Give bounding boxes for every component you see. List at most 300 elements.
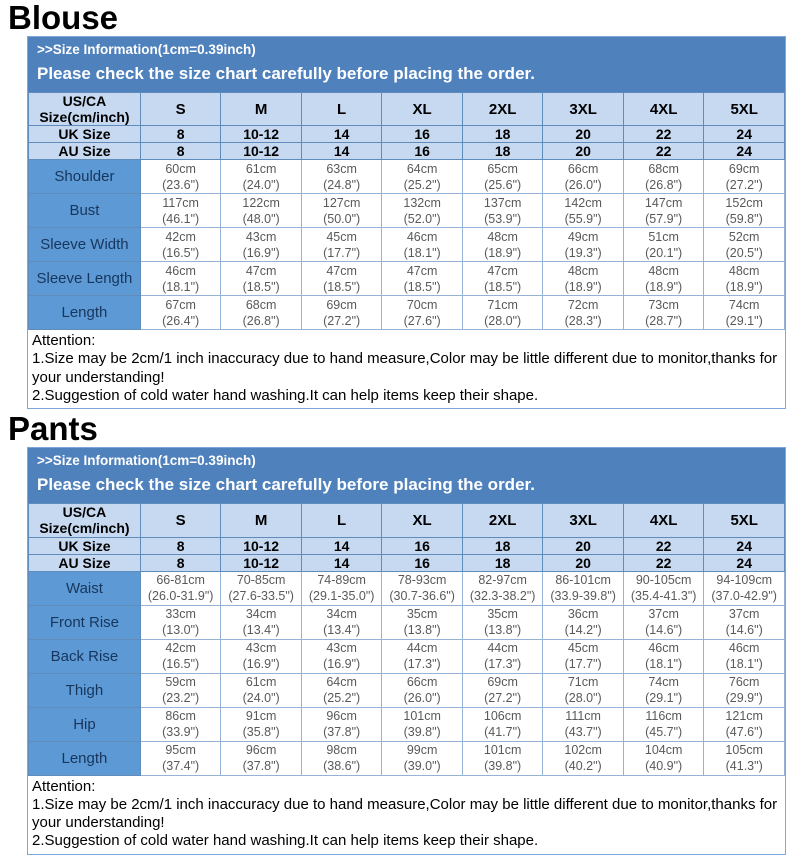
value-inch: (25.6") [484,177,522,192]
value-inch: (14.2") [564,623,602,638]
value-cm: 46cm [165,263,196,278]
attention-note [28,776,785,854]
value-cm: 86-101cm [555,573,611,588]
value-cm: 48cm [648,263,679,278]
measurement-value [623,228,704,262]
value-cm: 142cm [564,195,602,210]
measurement-value [462,571,543,605]
region-size-value: 22 [623,537,704,554]
value-inch: (27.2") [323,313,361,328]
measurement-value [543,741,624,775]
value-inch: (18.1") [725,657,763,672]
region-size-value: 18 [462,554,543,571]
measurement-label: Waist [29,571,141,605]
region-size-value: 20 [543,537,624,554]
value-cm: 45cm [326,229,357,244]
measurement-row [29,296,785,330]
value-cm: 59cm [165,675,196,690]
value-inch: (53.9") [484,211,522,226]
region-size-row [29,554,785,571]
value-cm: 71cm [567,675,599,690]
value-cm: 46cm [406,229,438,244]
value-cm: 46cm [728,641,760,656]
value-cm: 147cm [644,195,683,210]
region-size-value: 24 [704,537,785,554]
value-inch: (14.6") [725,623,763,638]
value-inch: (35.4-41.3") [630,589,697,604]
value-inch: (39.0") [403,759,441,774]
measurement-value [543,296,624,330]
measurement-value [301,707,382,741]
value-inch: (27.6") [403,313,441,328]
measurement-value [301,639,382,673]
measurement-value [140,228,221,262]
value-inch: (13.8") [484,623,522,638]
value-cm: 47cm [326,263,357,278]
size-header-row [29,93,785,126]
value-inch: (28.0") [484,313,522,328]
size-column-header: 4XL [623,504,704,537]
measurement-value [140,741,221,775]
measurement-value [301,262,382,296]
value-cm: 47cm [487,263,518,278]
measurement-label: Length [29,741,141,775]
value-cm: 69cm [326,297,357,312]
value-inch: (28.3") [564,313,602,328]
value-cm: 71cm [487,297,518,312]
size-column-header: 3XL [543,93,624,126]
size-check-notice: Please check the size chart carefully before placing the order. [37,475,535,495]
value-cm: 44cm [406,641,438,656]
value-inch: (43.7") [564,725,602,740]
size-column-header: L [301,93,382,126]
value-cm: 95cm [165,743,196,758]
value-inch: (23.2") [162,691,200,706]
blouse-size-chart [27,36,786,409]
measurement-value [221,707,302,741]
value-cm: 74cm [648,675,679,690]
value-cm: 72cm [567,297,599,312]
value-cm: 70cm [406,297,438,312]
value-cm: 37cm [648,607,679,622]
measurement-value [462,296,543,330]
value-cm: 132cm [403,195,441,210]
size-column-header: 3XL [543,504,624,537]
region-size-row [29,143,785,160]
value-cm: 48cm [487,229,518,244]
value-cm: 94-109cm [716,573,772,588]
region-size-value: 18 [462,143,543,160]
measurement-value [623,639,704,673]
measurement-value [543,707,624,741]
value-cm: 64cm [326,675,357,690]
size-table-0 [28,92,785,330]
value-cm: 122cm [242,195,280,210]
value-cm: 104cm [644,743,683,758]
measurement-value [543,673,624,707]
measurement-label: Hip [29,707,141,741]
value-cm: 43cm [326,641,357,656]
value-inch: (18.1") [645,657,683,672]
value-inch: (28.7") [645,313,683,328]
value-inch: (50.0") [323,211,361,226]
size-table-1 [28,503,785,775]
region-size-value: 8 [140,537,221,554]
value-inch: (19.3") [564,245,602,260]
value-cm: 47cm [406,263,438,278]
value-inch: (33.9") [162,725,200,740]
region-size-value: 20 [543,554,624,571]
region-size-value: 20 [543,126,624,143]
measurement-value [623,571,704,605]
measurement-value [301,228,382,262]
measurement-value [543,262,624,296]
measurement-value [462,228,543,262]
corner-header-line: Size(cm/inch) [39,109,130,126]
measurement-value [221,605,302,639]
measurement-value [301,741,382,775]
value-inch: (59.8") [725,211,763,226]
measurement-value [301,194,382,228]
measurement-label: Sleeve Length [29,262,141,296]
attention-note [28,330,785,408]
value-inch: (18.9") [484,245,522,260]
pants-section [0,412,800,854]
region-size-value: 22 [623,126,704,143]
value-cm: 43cm [245,641,277,656]
value-inch: (40.2") [564,759,602,774]
region-size-label: AU Size [29,554,141,571]
value-cm: 74-89cm [317,573,366,588]
value-cm: 51cm [648,229,679,244]
value-inch: (47.6") [725,725,763,740]
measurement-value [704,673,785,707]
value-inch: (26.8") [645,177,683,192]
value-cm: 86cm [165,709,196,724]
region-size-value: 8 [140,143,221,160]
region-size-value: 16 [382,143,463,160]
measurement-value [704,228,785,262]
value-inch: (16.9") [323,657,361,672]
value-inch: (41.7") [484,725,522,740]
value-cm: 48cm [728,263,760,278]
region-size-label: UK Size [29,537,141,554]
measurement-value [382,605,463,639]
value-inch: (29.1-35.0") [308,589,375,604]
value-cm: 116cm [645,709,682,724]
value-cm: 152cm [725,195,763,210]
value-cm: 65cm [487,161,518,176]
value-cm: 106cm [483,709,522,724]
value-cm: 48cm [567,263,599,278]
measurement-row [29,639,785,673]
measurement-value [623,160,704,194]
region-size-value: 22 [623,143,704,160]
value-inch: (26.8") [242,313,280,328]
value-cm: 43cm [245,229,277,244]
value-inch: (37.4") [162,759,200,774]
region-size-value: 18 [462,537,543,554]
value-inch: (18.1") [162,279,200,294]
region-size-row [29,126,785,143]
measurement-label: Bust [29,194,141,228]
value-cm: 96cm [326,709,357,724]
region-size-label: AU Size [29,143,141,160]
value-inch: (18.5") [403,279,441,294]
value-cm: 91cm [245,709,277,724]
measurement-value [543,194,624,228]
value-inch: (16.9") [242,657,280,672]
measurement-value [382,228,463,262]
measurement-value [140,262,221,296]
measurement-value [140,605,221,639]
value-inch: (17.3") [484,657,522,672]
measurement-value [462,605,543,639]
measurement-value [301,571,382,605]
value-inch: (33.9-39.8") [550,589,616,604]
value-inch: (30.7-36.6") [389,589,455,604]
size-header-row [29,504,785,537]
value-cm: 45cm [567,641,599,656]
value-inch: (26.0-31.9") [147,589,214,604]
value-inch: (23.6") [162,177,200,192]
size-column-header: 4XL [623,93,704,126]
measurement-value [301,296,382,330]
measurement-value [704,741,785,775]
value-inch: (37.0-42.9") [711,589,777,604]
value-inch: (14.6") [645,623,683,638]
value-cm: 66cm [406,675,438,690]
measurement-value [623,296,704,330]
value-inch: (18.1") [403,245,441,260]
value-inch: (38.6") [323,759,361,774]
blouse-title: Blouse [8,0,119,36]
measurement-value [704,262,785,296]
attention-heading: Attention: [32,332,96,350]
value-cm: 47cm [245,263,277,278]
value-inch: (18.9") [645,279,683,294]
value-cm: 66-81cm [156,573,205,588]
size-check-notice: Please check the size chart carefully before placing the order. [37,64,535,83]
value-inch: (39.8") [403,725,441,740]
value-inch: (20.1") [645,245,683,260]
value-cm: 117cm [162,195,199,210]
value-cm: 68cm [648,161,679,176]
value-cm: 96cm [245,743,277,758]
value-inch: (26.0") [564,177,602,192]
measurement-value [462,673,543,707]
measurement-value [221,639,302,673]
region-size-value: 10-12 [221,537,302,554]
measurement-value [301,673,382,707]
measurement-value [462,160,543,194]
value-cm: 69cm [728,161,760,176]
value-cm: 46cm [648,641,679,656]
value-inch: (37.8") [323,725,361,740]
measurement-value [704,194,785,228]
value-cm: 98cm [326,743,357,758]
region-size-value: 10-12 [221,126,302,143]
value-cm: 60cm [165,161,196,176]
region-size-value: 22 [623,554,704,571]
value-cm: 42cm [165,641,196,656]
measurement-value [543,228,624,262]
value-inch: (40.9") [645,759,683,774]
value-inch: (52.0") [403,211,441,226]
value-inch: (24.0") [242,691,280,706]
measurement-value [382,160,463,194]
value-cm: 44cm [487,641,518,656]
value-inch: (13.4") [323,623,361,638]
value-cm: 64cm [406,161,438,176]
measurement-value [382,741,463,775]
value-inch: (25.2") [323,691,361,706]
region-size-value: 24 [704,126,785,143]
value-cm: 35cm [487,607,518,622]
attention-heading: Attention: [32,777,96,795]
measurement-value [623,605,704,639]
measurement-value [704,639,785,673]
measurement-row [29,571,785,605]
value-cm: 61cm [245,161,277,176]
value-cm: 36cm [567,607,599,622]
value-cm: 42cm [165,229,196,244]
region-size-value: 14 [301,126,382,143]
value-cm: 82-97cm [478,573,527,588]
value-cm: 52cm [728,229,760,244]
measurement-value [704,160,785,194]
measurement-row [29,228,785,262]
value-cm: 37cm [728,607,760,622]
value-cm: 121cm [725,709,763,724]
size-column-header: S [140,504,221,537]
region-size-label: UK Size [29,126,141,143]
measurement-value [704,296,785,330]
value-inch: (46.1") [162,211,200,226]
value-cm: 73cm [648,297,679,312]
value-cm: 69cm [487,675,518,690]
value-inch: (39.8") [484,759,522,774]
measurement-row [29,262,785,296]
value-cm: 67cm [165,297,196,312]
measurement-value [221,228,302,262]
value-inch: (27.6-33.5") [228,589,294,604]
value-inch: (27.2") [725,177,763,192]
measurement-value [140,639,221,673]
region-size-value: 14 [301,143,382,160]
value-cm: 34cm [326,607,357,622]
value-cm: 61cm [245,675,277,690]
value-cm: 66cm [567,161,599,176]
measurement-label: Front Rise [29,605,141,639]
measurement-value [704,571,785,605]
corner-header [29,93,141,126]
value-inch: (57.9") [645,211,683,226]
size-info-banner [28,448,785,503]
region-size-value: 16 [382,554,463,571]
corner-header-line: Size(cm/inch) [39,520,130,537]
size-column-header: 5XL [704,93,785,126]
value-inch: (13.8") [403,623,441,638]
region-size-value: 10-12 [221,554,302,571]
measurement-value [221,194,302,228]
measurement-value [704,707,785,741]
attention-line-1: 1.Size may be 2cm/1 inch inaccuracy due to hand measure,Color may be little different due to monitor,thanks for your understanding! [32,350,778,386]
measurement-value [462,262,543,296]
measurement-row [29,707,785,741]
value-inch: (13.0") [162,623,200,638]
value-inch: (32.3-38.2") [469,589,536,604]
measurement-value [623,673,704,707]
value-inch: (26.0") [403,691,441,706]
value-cm: 49cm [567,229,599,244]
value-inch: (25.2") [403,177,441,192]
size-column-header: L [301,504,382,537]
value-inch: (24.8") [323,177,361,192]
size-column-header: M [221,504,302,537]
region-size-value: 14 [301,554,382,571]
value-cm: 102cm [564,743,602,758]
region-size-value: 8 [140,554,221,571]
value-cm: 33cm [165,607,196,622]
corner-header-line: US/CA [62,504,107,521]
measurement-value [140,194,221,228]
measurement-value [623,707,704,741]
value-inch: (29.1") [725,313,763,328]
measurement-value [382,639,463,673]
region-size-value: 18 [462,126,543,143]
value-cm: 68cm [245,297,277,312]
region-size-value: 20 [543,143,624,160]
region-size-value: 24 [704,554,785,571]
measurement-value [221,741,302,775]
corner-header [29,504,141,537]
value-inch: (17.7") [564,657,602,672]
measurement-value [221,262,302,296]
size-column-header: S [140,93,221,126]
measurement-row [29,741,785,775]
size-info-banner [28,37,785,92]
value-cm: 111cm [565,709,601,724]
measurement-row [29,160,785,194]
size-column-header: 5XL [704,504,785,537]
size-column-header: XL [382,504,463,537]
value-inch: (24.0") [242,177,280,192]
measurement-value [140,160,221,194]
region-size-value: 16 [382,537,463,554]
value-cm: 76cm [728,675,760,690]
value-inch: (28.0") [564,691,602,706]
value-inch: (48.0") [242,211,280,226]
value-inch: (37.8") [242,759,280,774]
value-inch: (26.4") [162,313,200,328]
measurement-row [29,605,785,639]
value-inch: (35.8") [242,725,280,740]
value-inch: (18.5") [242,279,280,294]
measurement-value [382,194,463,228]
value-inch: (17.7") [323,245,361,260]
measurement-value [382,707,463,741]
measurement-value [382,571,463,605]
value-inch: (13.4") [242,623,280,638]
measurement-value [221,160,302,194]
value-cm: 105cm [725,743,763,758]
measurement-value [301,160,382,194]
measurement-value [623,194,704,228]
measurement-value [140,296,221,330]
measurement-label: Back Rise [29,639,141,673]
value-cm: 90-105cm [635,573,692,588]
